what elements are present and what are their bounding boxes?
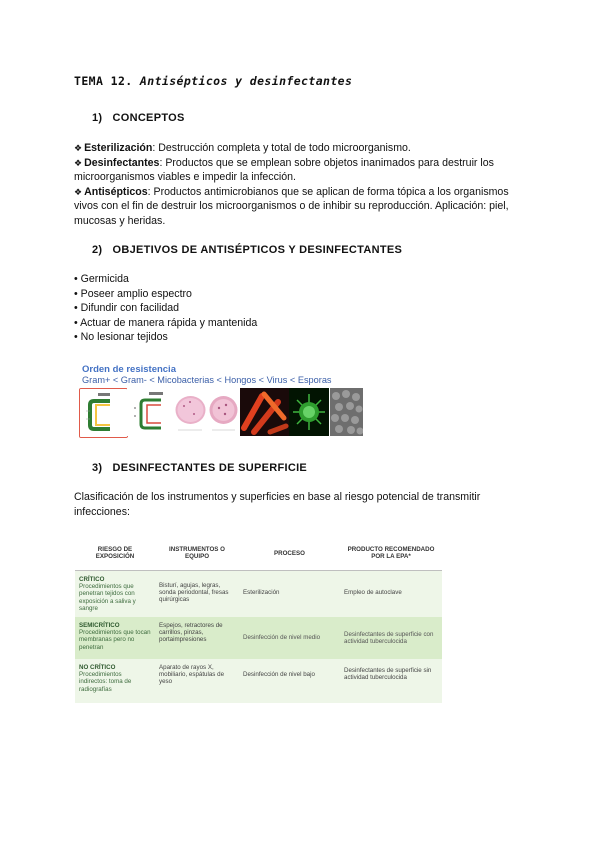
figure-title: Orden de resistencia <box>82 364 176 375</box>
table-row <box>75 571 442 618</box>
spores-image <box>330 388 363 436</box>
risk-cell: CRÍTICO Procedimientos que penetran tejidos con exposición a saliva y sangre <box>79 576 136 612</box>
diamond-bullet-icon: ❖ <box>74 186 83 197</box>
process-cell: Desinfección de nivel medio <box>243 634 321 642</box>
process-cell: Desinfección de nivel bajo <box>243 671 315 679</box>
table-header: RIESGO DE EXPOSICIÓN <box>75 536 155 571</box>
equipment-cell: Espejos, retractores de carrillos, pinzas, portaimpresiones <box>159 622 223 644</box>
objective-item: • Actuar de manera rápida y mantenida <box>74 316 258 329</box>
concept-antisepticos: ❖ Antisépticos: Productos antimicrobianos que se aplican de forma tópica a los organismos vivos con el fin de destruir los microorganismos o de inhibir su reproducción. Aplicación: piel, mucosas y heridas. <box>74 185 509 227</box>
product-cell: Desinfectantes de superficie sin actividad tuberculocida <box>344 667 432 682</box>
concept-desinfectantes: ❖ Desinfectantes: Productos que se emplean sobre objetos inanimados para destruir los microorganismos viables e impedir la infección. <box>74 156 494 184</box>
concept-esterilizacion: ❖ Esterilización: Destrucción completa y total de todo microorganismo. <box>74 142 411 154</box>
objective-item: • Germicida <box>74 273 129 285</box>
objective-item: • No lesionar tejidos <box>74 331 168 344</box>
section-heading-3: 3) DESINFECTANTES DE SUPERFICIE <box>92 462 308 474</box>
classification-intro: Clasificación de los instrumentos y superficies en base al riesgo potencial de transmitir infecciones: <box>74 491 481 518</box>
product-cell: Empleo de autoclave <box>344 589 402 596</box>
gram-positive-diagram <box>79 388 128 438</box>
objective-item: • Poseer amplio espectro <box>74 287 192 300</box>
figure-sequence: Gram+ < Gram- < Micobacterias < Hongos < Virus < Esporas <box>82 375 332 385</box>
diamond-bullet-icon: ❖ <box>74 157 83 168</box>
table-header: INSTRUMENTOS O EQUIPO <box>155 536 239 571</box>
diamond-bullet-icon: ❖ <box>74 143 83 153</box>
objective-item: • Difundir con facilidad <box>74 302 179 315</box>
table-header: PRODUCTO RECOMENDADO POR LA EPA* <box>340 536 442 571</box>
equipment-cell: Aparato de rayos X, mobiliario, espátulas de yeso <box>159 664 225 686</box>
section-heading-2: 2) OBJETIVOS DE ANTISÉPTICOS Y DESINFECTANTES <box>92 244 403 256</box>
risk-cell: NO CRÍTICO Procedimientos indirectos: toma de radiografías <box>79 664 132 693</box>
process-cell: Esterilización <box>243 589 280 596</box>
title-text: Antisépticos y desinfectantes <box>139 74 353 88</box>
product-cell: Desinfectantes de superficie con actividad tuberculocida <box>344 630 434 646</box>
equipment-cell: Bisturí, agujas, legras, sonda periodontal, fresas quirúrgicas <box>159 582 229 604</box>
table-header: PROCESO <box>239 536 340 571</box>
mycobacteria-image <box>174 388 207 436</box>
fungi-image <box>207 388 240 436</box>
gram-negative-diagram <box>127 388 173 436</box>
section-heading-1: 1) CONCEPTOS <box>92 112 185 124</box>
risk-cell: SEMICRÍTICO Procedimientos que tocan membranas pero no penetran <box>79 622 151 651</box>
bacteria-rods-image <box>240 388 289 436</box>
page-title <box>74 74 352 88</box>
virus-image <box>289 388 329 436</box>
table-row <box>75 659 442 703</box>
risk-classification-table <box>75 536 442 703</box>
table-header-row <box>75 536 442 571</box>
title-prefix: TEMA 12. <box>74 74 133 88</box>
table-row <box>75 617 442 659</box>
